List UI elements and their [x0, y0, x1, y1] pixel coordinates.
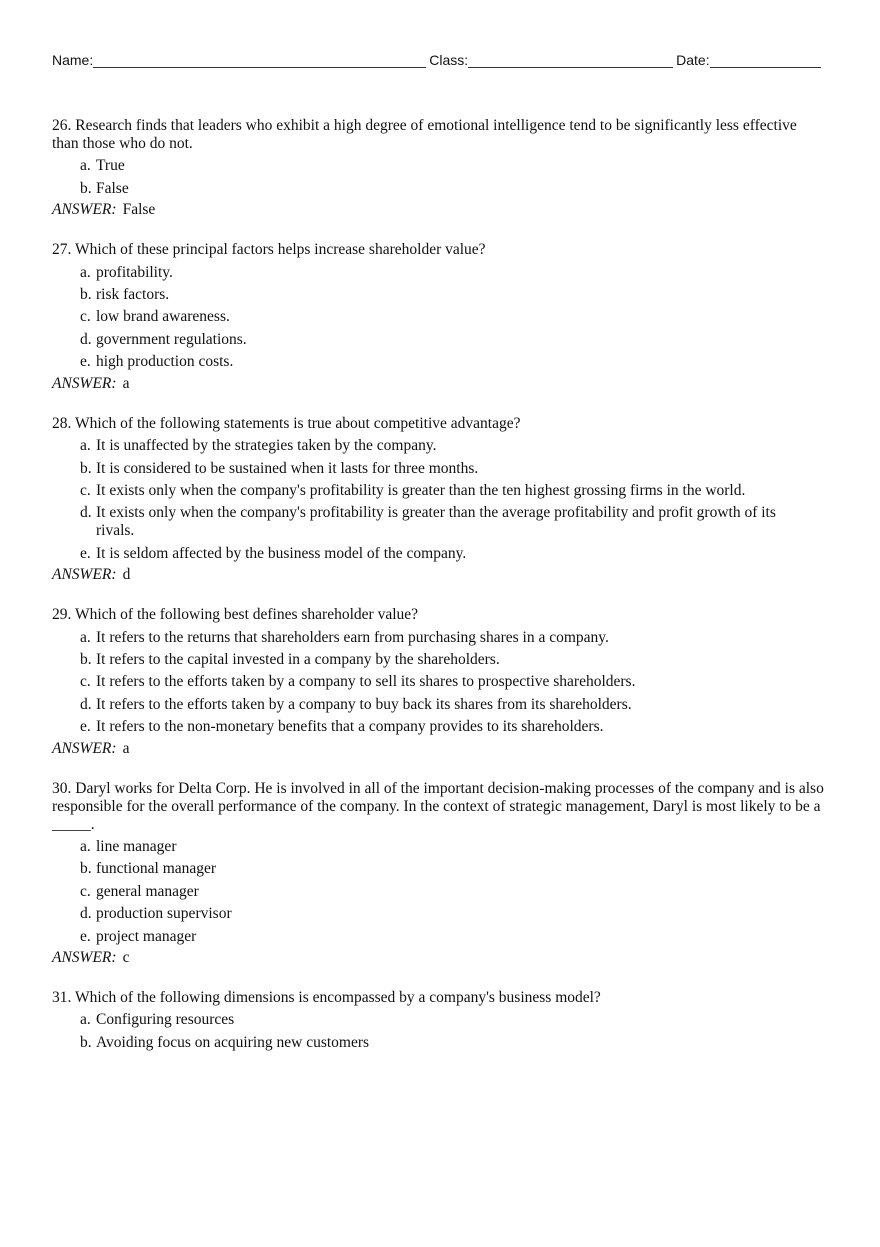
- answer-option: [52, 180, 824, 198]
- answer-option: [52, 883, 824, 901]
- option-text: It refers to the capital invested in a company by the shareholders.: [96, 650, 500, 668]
- answer-option: [52, 545, 824, 563]
- option-text: It exists only when the company's profitability is greater than the ten highest grossing firms in the world.: [96, 481, 746, 499]
- answer-option: [52, 1034, 824, 1052]
- option-text: True: [96, 157, 125, 175]
- question-block: [52, 606, 824, 757]
- answer-line: [52, 949, 824, 967]
- question-block: [52, 989, 824, 1052]
- answer-option: [52, 460, 824, 478]
- question-text: Which of the following best defines shareholder value?: [74, 606, 419, 624]
- option-letter: c.: [80, 882, 91, 900]
- option-letter: a.: [80, 157, 91, 175]
- answer-label: ANSWER:: [52, 374, 117, 392]
- option-letter: a.: [80, 437, 91, 455]
- answer-line: [52, 566, 824, 584]
- option-letter: a.: [80, 628, 91, 646]
- option-letter: e.: [80, 718, 91, 736]
- option-text: risk factors.: [96, 286, 170, 304]
- question-block: [52, 415, 824, 584]
- option-letter: b.: [80, 860, 92, 878]
- answer-option: [52, 718, 824, 736]
- date-field[interactable]: [710, 53, 821, 68]
- option-text: general manager: [96, 882, 199, 900]
- answer-option: [52, 629, 824, 647]
- answer-option: [52, 928, 824, 946]
- date-label: Date:: [676, 52, 710, 68]
- option-text: profitability.: [96, 263, 173, 281]
- option-text: It is unaffected by the strategies taken by the company.: [96, 437, 437, 455]
- question-number: 26.: [52, 117, 72, 134]
- option-letter: b.: [80, 286, 92, 304]
- answer-option: [52, 482, 824, 500]
- option-letter: d.: [80, 695, 92, 713]
- class-field[interactable]: [468, 53, 673, 68]
- question-number: 31.: [52, 989, 72, 1007]
- option-letter: d.: [80, 905, 92, 923]
- answer-option: [52, 504, 824, 540]
- option-text: project manager: [96, 927, 197, 945]
- option-text: low brand awareness.: [96, 308, 230, 326]
- question-number: 27.: [52, 241, 72, 259]
- answer-option: [52, 838, 824, 856]
- question-list: [52, 117, 824, 1074]
- answer-option: [52, 353, 824, 371]
- answer-option: [52, 673, 824, 691]
- question-stem: [52, 415, 824, 433]
- option-letter: b.: [80, 1033, 92, 1051]
- answer-option: [52, 308, 824, 326]
- option-text: production supervisor: [96, 905, 232, 923]
- answer-value: False: [122, 201, 156, 219]
- name-label: Name:: [52, 52, 94, 68]
- option-letter: e.: [80, 353, 91, 371]
- question-stem: [52, 989, 824, 1007]
- answer-option: [52, 860, 824, 878]
- answer-option: [52, 286, 824, 304]
- option-text: Configuring resources: [96, 1011, 235, 1029]
- option-text: It refers to the returns that shareholders earn from purchasing shares in a company.: [96, 628, 609, 646]
- question-stem: [52, 117, 824, 153]
- answer-value: c: [122, 949, 130, 967]
- option-letter: a.: [80, 838, 91, 856]
- answer-label: ANSWER:: [52, 201, 117, 219]
- option-letter: e.: [80, 544, 91, 562]
- question-number: 29.: [52, 606, 72, 624]
- answer-label: ANSWER:: [52, 739, 117, 757]
- name-field[interactable]: [93, 53, 426, 68]
- question-text: Which of these principal factors helps increase shareholder value?: [74, 241, 486, 259]
- option-text: It is seldom affected by the business model of the company.: [96, 544, 467, 562]
- answer-value: d: [122, 566, 131, 584]
- class-label: Class:: [429, 52, 469, 68]
- question-stem: [52, 606, 824, 624]
- option-letter: a.: [80, 263, 91, 281]
- question-number: 30.: [52, 779, 72, 797]
- question-number: 28.: [52, 414, 72, 432]
- answer-label: ANSWER:: [52, 949, 117, 967]
- option-letter: c.: [80, 673, 91, 691]
- answer-line: [52, 375, 824, 393]
- option-letter: d.: [80, 504, 92, 522]
- answer-line: [52, 201, 824, 219]
- question-block: [52, 780, 824, 967]
- option-letter: d.: [80, 330, 92, 348]
- question-block: [52, 241, 824, 392]
- answer-label: ANSWER:: [52, 566, 117, 584]
- option-text: high production costs.: [96, 353, 234, 371]
- answer-option: [52, 905, 824, 923]
- option-letter: a.: [80, 1011, 91, 1029]
- option-text: Avoiding focus on acquiring new customers: [96, 1033, 370, 1051]
- question-text: Daryl works for Delta Corp. He is involved in all of the important decision-making processes of the company and is also responsible for the overall performance of the company. In the context of strategic management, Daryl is most likely to be a _____.: [52, 779, 824, 833]
- answer-option: [52, 1011, 824, 1029]
- option-text: It refers to the efforts taken by a company to buy back its shares from its shareholders.: [96, 695, 632, 713]
- answer-value: a: [122, 739, 130, 757]
- answer-option: [52, 651, 824, 669]
- question-text: Which of the following dimensions is encompassed by a company's business model?: [74, 989, 601, 1007]
- option-letter: b.: [80, 650, 92, 668]
- option-letter: c.: [80, 308, 91, 326]
- option-text: It is considered to be sustained when it lasts for three months.: [96, 459, 479, 477]
- option-text: line manager: [96, 838, 177, 856]
- answer-option: [52, 264, 824, 282]
- option-letter: b.: [80, 459, 92, 477]
- question-text: Research finds that leaders who exhibit a high degree of emotional intelligence tend to be significantly less effective than those who do not.: [52, 117, 797, 152]
- question-stem: [52, 241, 824, 259]
- answer-option: [52, 157, 824, 175]
- answer-option: [52, 331, 824, 349]
- answer-value: a: [122, 374, 130, 392]
- option-text: It exists only when the company's profitability is greater than the average profitability and profit growth of its rivals.: [96, 504, 776, 540]
- option-text: government regulations.: [96, 330, 247, 348]
- option-text: functional manager: [96, 860, 217, 878]
- question-stem: [52, 780, 824, 834]
- answer-option: [52, 437, 824, 455]
- option-text: It refers to the efforts taken by a company to sell its shares to prospective shareholders.: [96, 673, 636, 691]
- option-letter: e.: [80, 927, 91, 945]
- option-letter: b.: [80, 179, 92, 197]
- answer-line: [52, 740, 824, 758]
- question-text: Which of the following statements is true about competitive advantage?: [74, 414, 521, 432]
- student-info-header: [52, 52, 829, 68]
- option-letter: c.: [80, 481, 91, 499]
- option-text: False: [96, 179, 129, 197]
- option-text: It refers to the non-monetary benefits that a company provides to its shareholders.: [96, 718, 604, 736]
- answer-option: [52, 696, 824, 714]
- question-block: [52, 117, 824, 219]
